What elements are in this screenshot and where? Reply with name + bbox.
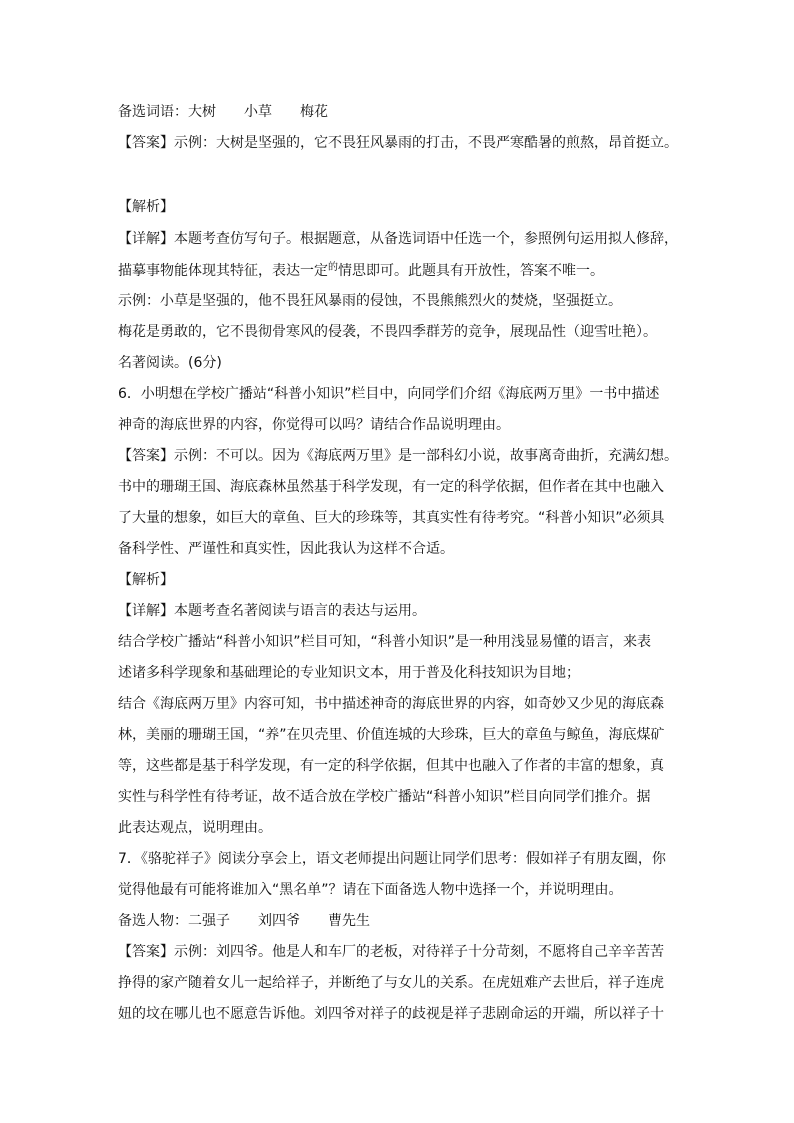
text-line: 结合《海底两万里》内容可知，书中描述神奇的海底世界的内容，如奇妙又少见的海底森	[118, 696, 664, 712]
text-line: 了大量的想象，如巨大的章鱼、巨大的珍珠等，其真实性有待考究。“科普小知识”必须具	[118, 510, 665, 526]
text-line: 林，美丽的珊瑚王国，“养”在贝壳里、价值连城的大珍珠，巨大的章鱼与鲸鱼，海底煤矿	[118, 727, 665, 743]
text-line: 示例：小草是坚强的，他不畏狂风暴雨的侵蚀，不畏熊熊烈火的焚烧，坚强挺立。	[118, 293, 622, 309]
text-line: 梅花是勇敢的，它不畏彻骨寒风的侵袭，不畏四季群芳的竞争，展现品性（迎雪吐艳）。	[118, 324, 657, 340]
question-line: 6．小明想在学校广播站“科普小知识”栏目中，向同学们介绍《海底两万里》一书中描述	[118, 386, 660, 402]
analysis-heading: 【解析】	[118, 572, 174, 588]
question-line: 7．《骆驼祥子》阅读分享会上，语文老师提出问题让同学们思考：假如祥子有朋友圈，你	[118, 851, 666, 867]
text-line: 备选词语：大树 小草 梅花	[118, 104, 328, 120]
section-heading: 名著阅读。(6分)	[118, 355, 222, 371]
text-line: 备科学性、严谨性和真实性，因此我认为这样不合适。	[118, 541, 454, 557]
analysis-heading: 【解析】	[118, 199, 174, 215]
text-line: 书中的珊瑚王国、海底森林虽然基于科学发现，有一定的科学依据，但作者在其中也融入	[118, 479, 664, 495]
text-line: 此表达观点，说明理由。	[118, 820, 272, 836]
text-line: 挣得的家产随着女儿一起给祥子，并断绝了与女儿的关系。在虎妞难产去世后，祥子连虎	[118, 975, 664, 991]
answer-line: 【答案】示例：不可以。因为《海底两万里》是一部科幻小说，故事离奇曲折，充满幻想。	[118, 448, 678, 464]
text-line	[118, 263, 604, 281]
text-line: 述诸多科学现象和基础理论的专业知识文本，用于普及化科技知识为目地；	[118, 665, 580, 681]
text-line: 实性与科学性有待考证，故不适合放在学校广播站“科普小知识”栏目向同学们推介。据	[118, 789, 651, 805]
raised-char: 的	[328, 262, 338, 273]
text-line: 等，这些都是基于科学发现，有一定的科学依据，但其中也融入了作者的丰富的想象，真	[118, 758, 664, 774]
answer-line: 【答案】示例：刘四爷。他是人和车厂的老板，对待祥子十分苛刻，不愿将自己辛辛苦苦	[118, 944, 664, 960]
text-line: 结合学校广播站“科普小知识”栏目可知，“科普小知识”是一种用浅显易懂的语言，来表	[118, 634, 652, 650]
question-line: 觉得他最有可能将谁加入“黑名单”？请在下面备选人物中选择一个，并说明理由。	[118, 882, 623, 898]
answer-line: 【答案】示例：大树是坚强的，它不畏狂风暴雨的打击，不畏严寒酷暑的煎熬，昂首挺立。	[118, 135, 678, 151]
text-line: 【详解】本题考查仿写句子。根据题意，从备选词语中任选一个，参照例句运用拟人修辞，	[118, 231, 678, 247]
text-line: 备选人物：二强子 刘四爷 曹先生	[118, 913, 370, 929]
text-line: 妞的坟在哪儿也不愿意告诉他。刘四爷对祥子的歧视是祥子悲剧命运的开端，所以祥子十	[118, 1006, 664, 1022]
text-span: 描摹事物能体现其特征，表达一定	[118, 263, 328, 279]
question-line: 神奇的海底世界的内容，你觉得可以吗？请结合作品说明理由。	[118, 417, 510, 433]
text-line: 【详解】本题考查名著阅读与语言的表达与运用。	[118, 603, 426, 619]
text-span: 情思即可。此题具有开放性，答案不唯一。	[338, 263, 604, 279]
